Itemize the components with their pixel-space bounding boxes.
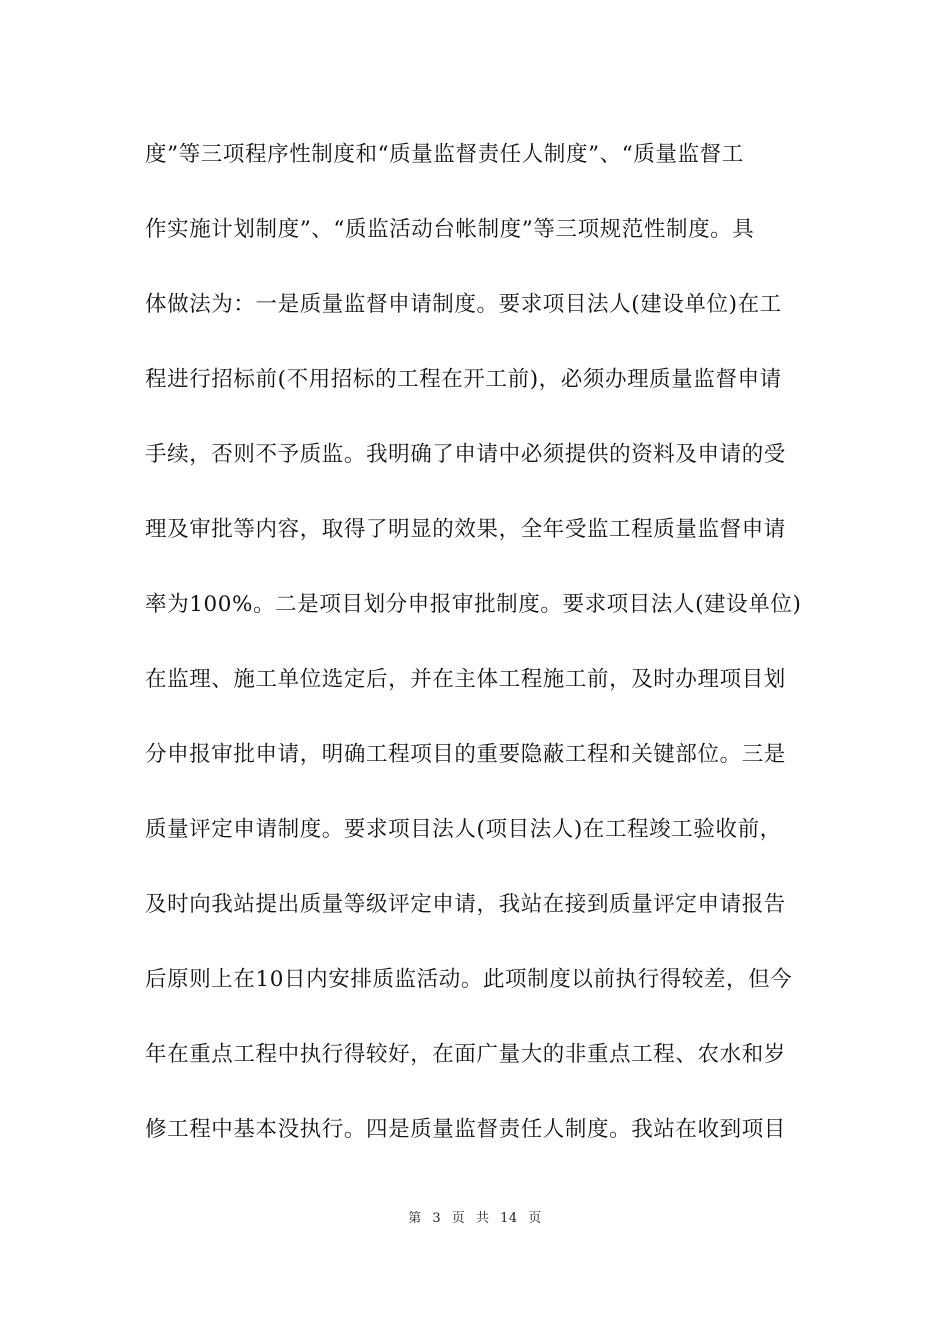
text-line: 修工程中基本没执行。四是质量监督责任人制度。我站在收到项目 [145,1117,786,1142]
footer-page-unit: 页 [451,1211,466,1226]
text-line: 后原则上在10日内安排质监活动。此项制度以前执行得较差，但今 [145,967,793,992]
page-footer [0,1207,950,1226]
text-line: 程进行招标前(不用招标的工程在开工前)，必须办理质量监督申请 [145,367,782,392]
footer-prefix: 第 [408,1211,422,1226]
footer-suffix: 页 [528,1211,542,1226]
text-line: 及时向我站提出质量等级评定申请，我站在接到质量评定申请报告 [145,892,786,917]
text-line: 理及审批等内容，取得了明显的效果，全年受监工程质量监督申请 [145,517,786,542]
text-line: 分申报审批申请，明确工程项目的重要隐蔽工程和关键部位。三是 [145,742,786,767]
footer-total-word: 共 [475,1211,490,1226]
text-line: 度”等三项程序性制度和“质量监督责任人制度”、“质量监督工 [145,142,744,167]
text-line: 率为100%。二是项目划分申报审批制度。要求项目法人(建设单位) [145,592,802,617]
text-line: 质量评定申请制度。要求项目法人(项目法人)在工程竣工验收前， [145,817,782,842]
text-line: 手续，否则不予质监。我明确了申请中必须提供的资料及申请的受 [145,442,786,467]
current-page-number: 3 [432,1211,442,1226]
text-line: 作实施计划制度”、“质监活动台帐制度”等三项规范性制度。具 [145,217,755,242]
body-paragraph [145,131,815,1181]
text-line: 年在重点工程中执行得较好，在面广量大的非重点工程、农水和岁 [145,1042,786,1067]
text-line: 在监理、施工单位选定后，并在主体工程施工前，及时办理项目划 [145,667,786,692]
text-line: 体做法为：一是质量监督申请制度。要求项目法人(建设单位)在工 [145,292,782,317]
total-page-count: 14 [500,1211,518,1226]
